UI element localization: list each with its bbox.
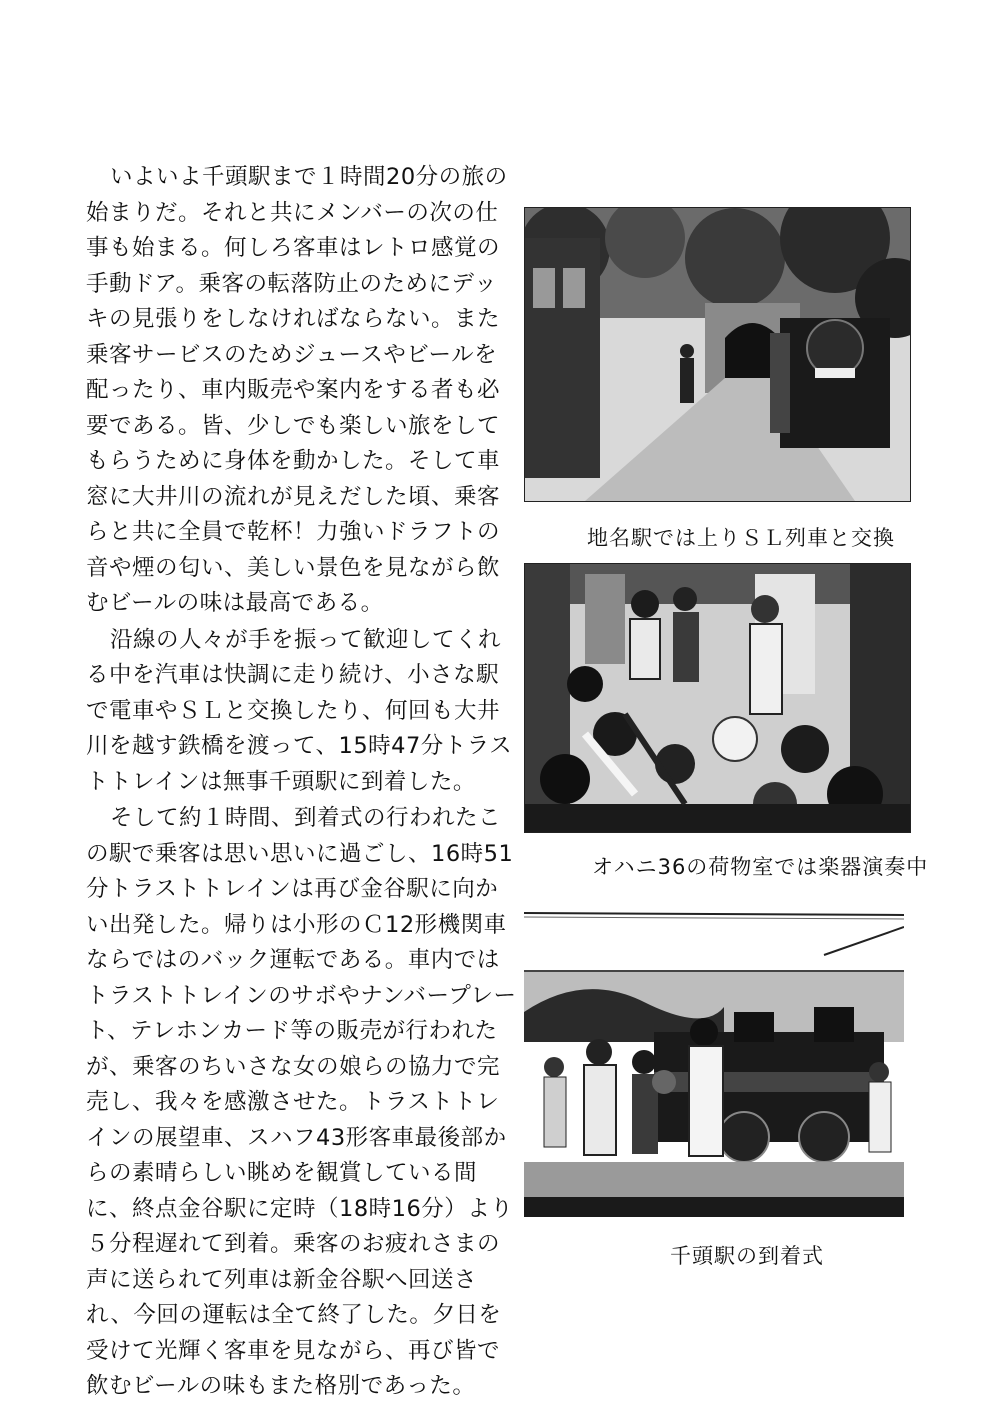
paragraph-3-text: そして約１時間、到着式の行われたこの駅で乗客は思い思いに過ごし、16時51分トラストトレインは再び金谷駅に向かい出発した。帰りは小形のＣ12形機関車ならではのバック運転である。車内ではトラストトレインのサボやナンバープレート、テレホンカード等の販売が行われたが、乗客のちいさな女の娘らの協力で完売し、我々を感激させた。トラストトレインの展望車、スハフ43形客車最後部からの素晴らしい眺めを観賞している間に、終点金谷駅に定時（18時16分）より５分程遅れて到着。乗客のお疲れさまの声に送られて列車は新金谷駅へ回送され、今回の運転は全て終了した。夕日を受けて光輝く客車を見ながら、再び皆で飲むビールの味もまた格別であった。 [86,805,517,1399]
photo-baggage-room-music [524,563,911,833]
paragraph-1-text: いよいよ千頭駅まで１時間20分の旅の始まりだ。それと共にメンバーの次の仕事も始まる。何しろ客車はレトロ感覚の手動ドア。乗客の転落防止のためにデッキの見張りをしなければならない。また乗客サービスのためジュースやビールを配ったり、車内販売や案内をする者も必要である。皆、少しでも楽しい旅をしてもらうために身体を動かした。そして車窓に大井川の流れが見えだした頃、乗客らと共に全員で乾杯！力強いドラフトの音や煙の匂い、美しい景色を見ながら飲むビールの味は最高である。 [86,164,508,616]
photo-arrival-ceremony [524,972,904,1217]
photo-2-caption: オハニ36の荷物室では楽器演奏中 [592,855,929,879]
paragraph-2 [86,623,518,801]
paragraph-1 [86,160,518,622]
article-text [86,160,518,1405]
paragraph-3 [86,801,518,1405]
photo-station-tunnel [524,207,911,502]
photo-3-caption: 千頭駅の到着式 [670,1244,824,1268]
overhead-lines [524,905,904,975]
photo-1-caption: 地名駅では上りＳＬ列車と交換 [587,526,895,550]
paragraph-2-text: 沿線の人々が手を振って歓迎してくれる中を汽車は快調に走り続け、小さな駅で電車やＳＬと交換したり、何回も大井川を越す鉄橋を渡って、15時47分トラストトレインは無事千頭駅に到着した。 [86,626,513,795]
